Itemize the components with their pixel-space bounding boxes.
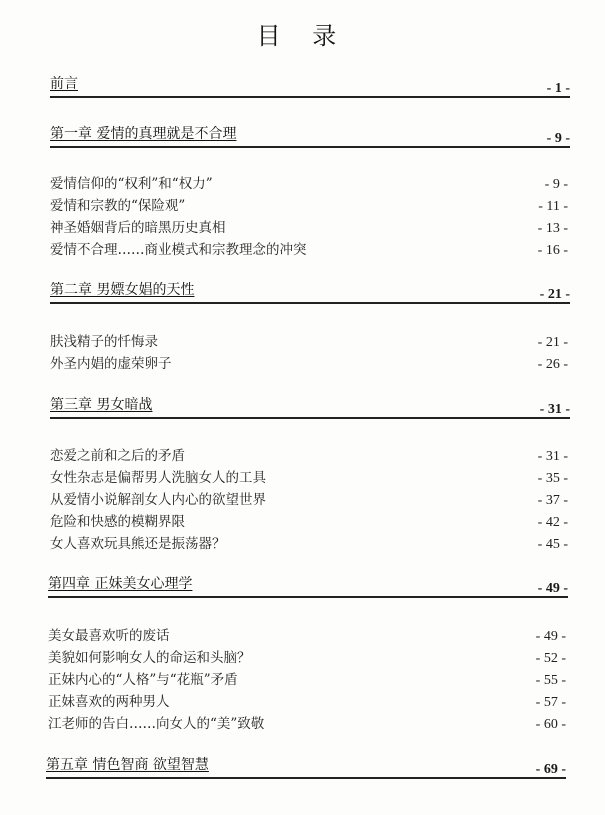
entry-label: 肤浅精子的忏悔录 (50, 334, 158, 350)
toc-chapter-2[interactable] (50, 280, 570, 304)
toc-chapter-3[interactable] (50, 395, 570, 419)
toc-chapter-4[interactable] (48, 574, 568, 598)
entry-page: - 9 - (544, 177, 568, 192)
entry-label: 爱情信仰的“权利”和“权力” (50, 176, 213, 192)
entry-page: - 37 - (537, 493, 568, 508)
toc-entry[interactable] (48, 668, 566, 690)
entry-page: - 52 - (535, 651, 566, 666)
chapter-label: 第五章 情色智商 欲望智慧 (46, 757, 209, 773)
entry-label: 从爱情小说解剖女人内心的欲望世界 (50, 492, 266, 508)
entry-page: - 11 - (538, 199, 568, 214)
entry-label: 恋爱之前和之后的矛盾 (50, 448, 185, 464)
toc-chapter-1[interactable] (50, 124, 570, 148)
entry-label: 外圣内娼的虚荣卵子 (50, 356, 172, 372)
entry-page: - 31 - (537, 449, 568, 464)
entry-page: - 49 - (535, 629, 566, 644)
entry-label: 危险和快感的模糊界限 (50, 514, 185, 530)
toc-entry[interactable] (50, 216, 568, 238)
toc-preface[interactable] (50, 74, 570, 98)
toc-entry[interactable] (50, 466, 568, 488)
entry-label: 神圣婚姻背后的暗黑历史真相 (50, 220, 226, 236)
entry-label: 爱情和宗教的“保险观” (50, 198, 186, 214)
toc-entry[interactable] (50, 532, 568, 554)
entry-page: - 26 - (537, 357, 568, 372)
toc-entry[interactable] (48, 624, 566, 646)
entry-label: 美女最喜欢听的废话 (48, 628, 170, 644)
entry-page: - 45 - (537, 537, 568, 552)
toc-entry[interactable] (50, 510, 568, 532)
toc-entry[interactable] (50, 330, 568, 352)
chapter-page: - 49 - (537, 581, 568, 596)
chapter-page: - 31 - (539, 402, 570, 417)
entry-label: 美貌如何影响女人的命运和头脑？ (48, 650, 251, 666)
chapter-label: 第四章 正妹美女心理学 (48, 576, 193, 592)
chapter-page: - 9 - (546, 131, 570, 146)
toc-preface-label: 前言 (50, 76, 78, 92)
toc-entry[interactable] (50, 444, 568, 466)
entry-page: - 60 - (535, 717, 566, 732)
chapter-label: 第二章 男嫖女娼的天性 (50, 282, 195, 298)
toc-entry[interactable] (48, 690, 566, 712)
entry-page: - 16 - (537, 243, 568, 258)
toc-preface-page: - 1 - (546, 81, 570, 96)
entry-page: - 57 - (535, 695, 566, 710)
chapter-page: - 69 - (535, 762, 566, 777)
entry-label: 江老师的告白……向女人的“美”致敬 (48, 716, 265, 732)
entry-label: 正妹内心的“人格”与“花瓶”矛盾 (48, 672, 238, 688)
entry-label: 爱情不合理……商业模式和宗教理念的冲突 (50, 242, 307, 258)
entry-label: 女性杂志是偏帮男人洗脑女人的工具 (50, 470, 266, 486)
toc-entry[interactable] (50, 172, 568, 194)
page-title: 目 录 (256, 22, 349, 50)
toc-entry[interactable] (50, 488, 568, 510)
entry-label: 女人喜欢玩具熊还是振荡器？ (50, 536, 226, 552)
toc-entry[interactable] (50, 194, 568, 216)
toc-entry[interactable] (48, 712, 566, 734)
entry-page: - 13 - (537, 221, 568, 236)
entry-page: - 55 - (535, 673, 566, 688)
entry-label: 正妹喜欢的两种男人 (48, 694, 170, 710)
chapter-label: 第三章 男女暗战 (50, 397, 153, 413)
entry-page: - 35 - (537, 471, 568, 486)
toc-entry[interactable] (50, 352, 568, 374)
toc-entry[interactable] (50, 238, 568, 260)
entry-page: - 42 - (537, 515, 568, 530)
chapter-page: - 21 - (539, 287, 570, 302)
toc-chapter-5[interactable] (46, 755, 566, 779)
chapter-label: 第一章 爱情的真理就是不合理 (50, 126, 237, 142)
entry-page: - 21 - (537, 335, 568, 350)
toc-entry[interactable] (48, 646, 566, 668)
